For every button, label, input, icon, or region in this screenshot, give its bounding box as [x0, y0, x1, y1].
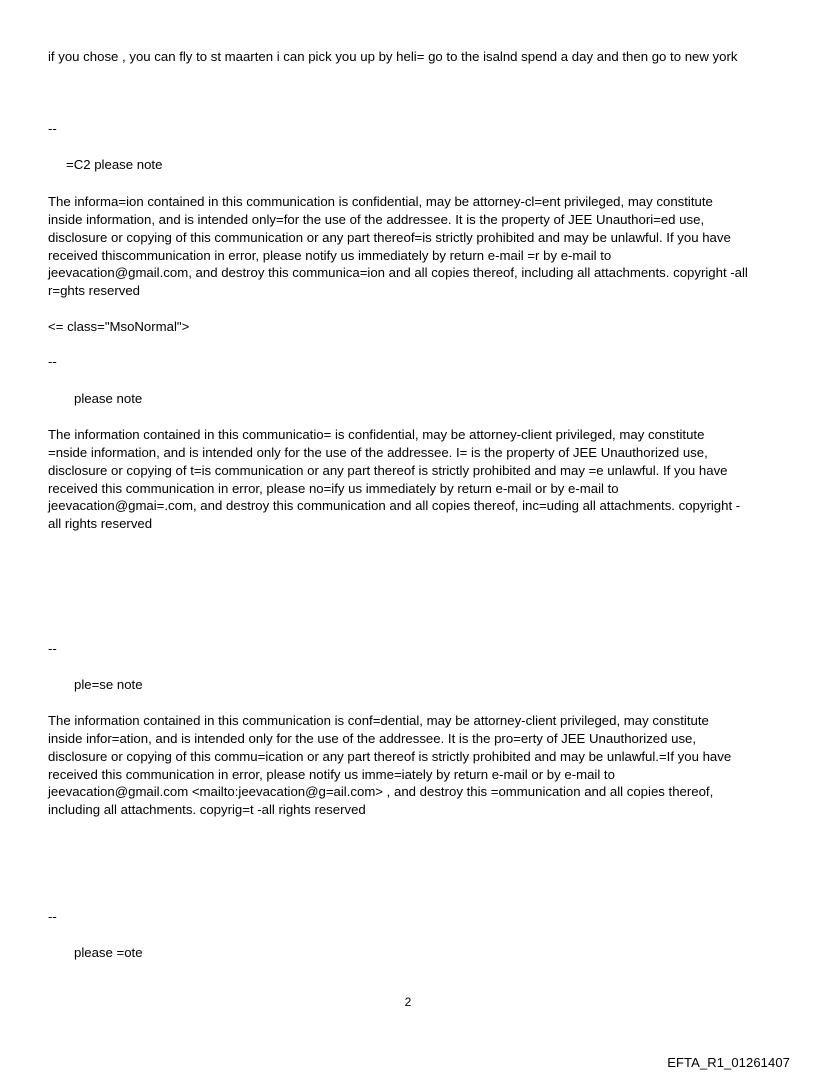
- block1-line-6: r=ghts reserved: [48, 283, 140, 298]
- separator-2: --: [48, 354, 57, 369]
- block1-line-5: jeevacation@gmail.com, and destroy this communica=ion and all copies thereof, including all attachments. copyright -all: [48, 265, 748, 280]
- block3-line-4: received this communication in error, please notify us imme=iately by return e-mail or by e-mail to: [48, 767, 615, 782]
- document-id: EFTA_R1_01261407: [667, 1055, 790, 1070]
- block3-heading: ple=se note: [74, 677, 143, 692]
- separator-1: --: [48, 121, 57, 136]
- block1-heading: =C2 please note: [66, 157, 163, 172]
- separator-3: --: [48, 641, 57, 656]
- separator-4: --: [48, 909, 57, 924]
- intro-line: if you chose , you can fly to st maarten i can pick you up by heli= go to the isalnd spend a day and then go to new york: [48, 49, 738, 64]
- block3-line-3: disclosure or copying of this commu=ication or any part thereof is strictly prohibited and may be unlawful.=If you have: [48, 749, 732, 764]
- block2-line-5: jeevacation@gmai=.com, and destroy this communication and all copies thereof, inc=uding all attachments. copyright -: [48, 498, 741, 513]
- block3-line-1: The information contained in this communication is conf=dential, may be attorney-client privileged, may constitute: [48, 713, 709, 728]
- block2-line-3: disclosure or copying of t=is communication or any part thereof is strictly prohibited and may =e unlawful. If you have: [48, 463, 728, 478]
- block1-line-1: The informa=ion contained in this communication is confidential, may be attorney-cl=ent privileged, may constitute: [48, 194, 713, 209]
- block3-line-6: including all attachments. copyrig=t -all rights reserved: [48, 802, 366, 817]
- block2-line-6: all rights reserved: [48, 516, 153, 531]
- block4-heading: please =ote: [74, 945, 143, 960]
- block3-line-2: inside infor=ation, and is intended only for the use of the addressee. It is the pro=erty of JEE Unauthorized use,: [48, 731, 697, 746]
- block1-line-3: disclosure or copying of this communication or any part thereof=is strictly prohibited and may be unlawful. If you have: [48, 230, 731, 245]
- block2-line-1: The information contained in this communicatio= is confidential, may be attorney-client privileged, may constitute: [48, 427, 705, 442]
- page-number: 2: [404, 995, 412, 1009]
- block1-line-4: received thiscommunication in error, please notify us immediately by return e-mail =r by e-mail to: [48, 248, 612, 263]
- block2-heading: please note: [74, 391, 143, 406]
- html-fragment-line: <= class="MsoNormal">: [48, 319, 190, 334]
- block2-line-4: received this communication in error, please no=ify us immediately by return e-mail or by e-mail to: [48, 481, 619, 496]
- block2-line-2: =nside information, and is intended only for the use of the addressee. I= is the property of JEE Unauthorized use,: [48, 445, 708, 460]
- block1-line-2: inside information, and is intended only=for the use of the addressee. It is the property of JEE Unauthori=ed use,: [48, 212, 705, 227]
- block3-line-5: jeevacation@gmail.com <mailto:jeevacation@g=ail.com> , and destroy this =ommunication and all copies thereof,: [48, 784, 714, 799]
